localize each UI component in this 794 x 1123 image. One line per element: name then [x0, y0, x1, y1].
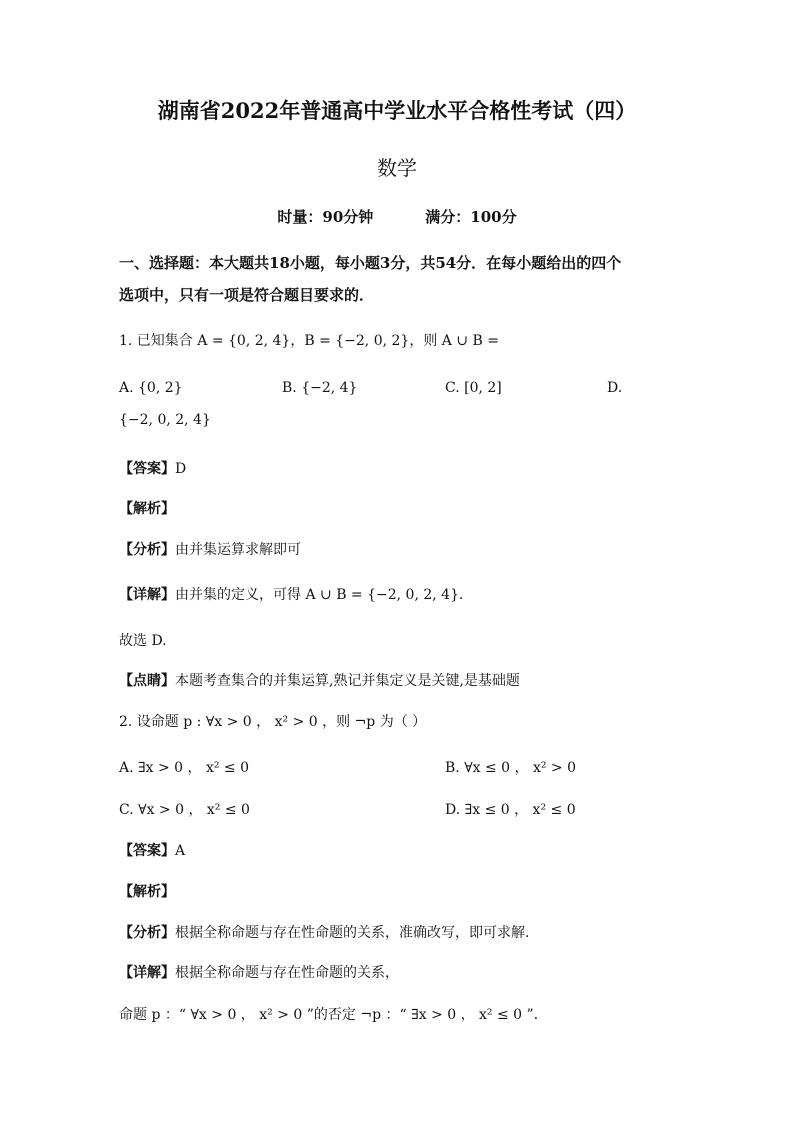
q2-answer — [119, 840, 185, 860]
exam-time: 时量：90分钟 — [277, 208, 374, 226]
q2-fenxi — [119, 922, 529, 942]
exam-score: 满分：100分 — [425, 208, 517, 226]
fenxi-text: 根据全称命题与存在性命题的关系，准确改写，即可求解. — [175, 925, 530, 941]
xiangjie-text: 根据全称命题与存在性命题的关系， — [175, 965, 399, 981]
exam-title: 湖南省2022年普通高中学业水平合格性考试（四） — [157, 98, 637, 123]
answer-value: A — [175, 843, 186, 859]
q2-option-c: C. ∀x > 0 ， x² ≤ 0 — [119, 802, 250, 818]
q1-option-d-value: {−2, 0, 2, 4} — [119, 412, 211, 428]
q1-option-a: A. {0, 2} — [119, 380, 183, 396]
q2-option-a: A. ∃x > 0 ， x² ≤ 0 — [119, 760, 249, 776]
dianjing-tag: 【点睛】 — [119, 673, 175, 689]
fenxi-text: 由并集运算求解即可 — [175, 542, 301, 558]
q2-option-b: B. ∀x ≤ 0 ， x² > 0 — [445, 760, 577, 776]
exam-time-score — [0, 206, 794, 227]
xiangjie-tag: 【详解】 — [119, 965, 175, 981]
q1-option-c: C. [0, 2] — [445, 380, 502, 396]
q1-stem: 1. 已知集合 A = {0, 2, 4}，B = {−2, 0, 2}，则 A ∪ B = — [119, 333, 499, 349]
q1-conclusion: 故选 D. — [119, 633, 167, 649]
q1-answer — [119, 458, 186, 478]
q2-xiangjie — [119, 962, 399, 982]
q2-option-d: D. ∃x ≤ 0 ， x² ≤ 0 — [445, 802, 576, 818]
xiangjie-text: 由并集的定义，可得 A ∪ B = {−2, 0, 2, 4}． — [175, 587, 473, 603]
q2-analysis-tag: 【解析】 — [119, 884, 175, 900]
exam-subject: 数学 — [377, 156, 417, 180]
answer-value: D — [175, 461, 187, 477]
section-instructions-line1: 一、选择题：本大题共18小题，每小题3分，共54分．在每小题给出的四个 — [119, 254, 622, 272]
answer-tag: 【答案】 — [119, 843, 175, 859]
q2-negation-line: 命题 p ：“ ∀x > 0 ， x² > 0 ”的否定 ¬p ：“ ∃x > 0 ， x² ≤ 0 ”． — [119, 1007, 548, 1023]
q2-stem: 2. 设命题 p : ∀x > 0 ， x² > 0 ，则 ¬p 为（ ） — [119, 714, 427, 730]
q1-dianjing — [119, 670, 520, 690]
answer-tag: 【答案】 — [119, 461, 175, 477]
xiangjie-tag: 【详解】 — [119, 587, 175, 603]
q1-option-b: B. {−2, 4} — [282, 380, 358, 396]
q1-xiangjie — [119, 584, 473, 604]
section-instructions-line2: 选项中，只有一项是符合题目要求的． — [119, 286, 375, 304]
q1-fenxi — [119, 539, 301, 559]
dianjing-text: 本题考查集合的并集运算,熟记并集定义是关键,是基础题 — [175, 673, 520, 689]
q1-option-d: D. — [607, 380, 623, 396]
q1-analysis-tag: 【解析】 — [119, 501, 175, 517]
fenxi-tag: 【分析】 — [119, 542, 175, 558]
fenxi-tag: 【分析】 — [119, 925, 175, 941]
